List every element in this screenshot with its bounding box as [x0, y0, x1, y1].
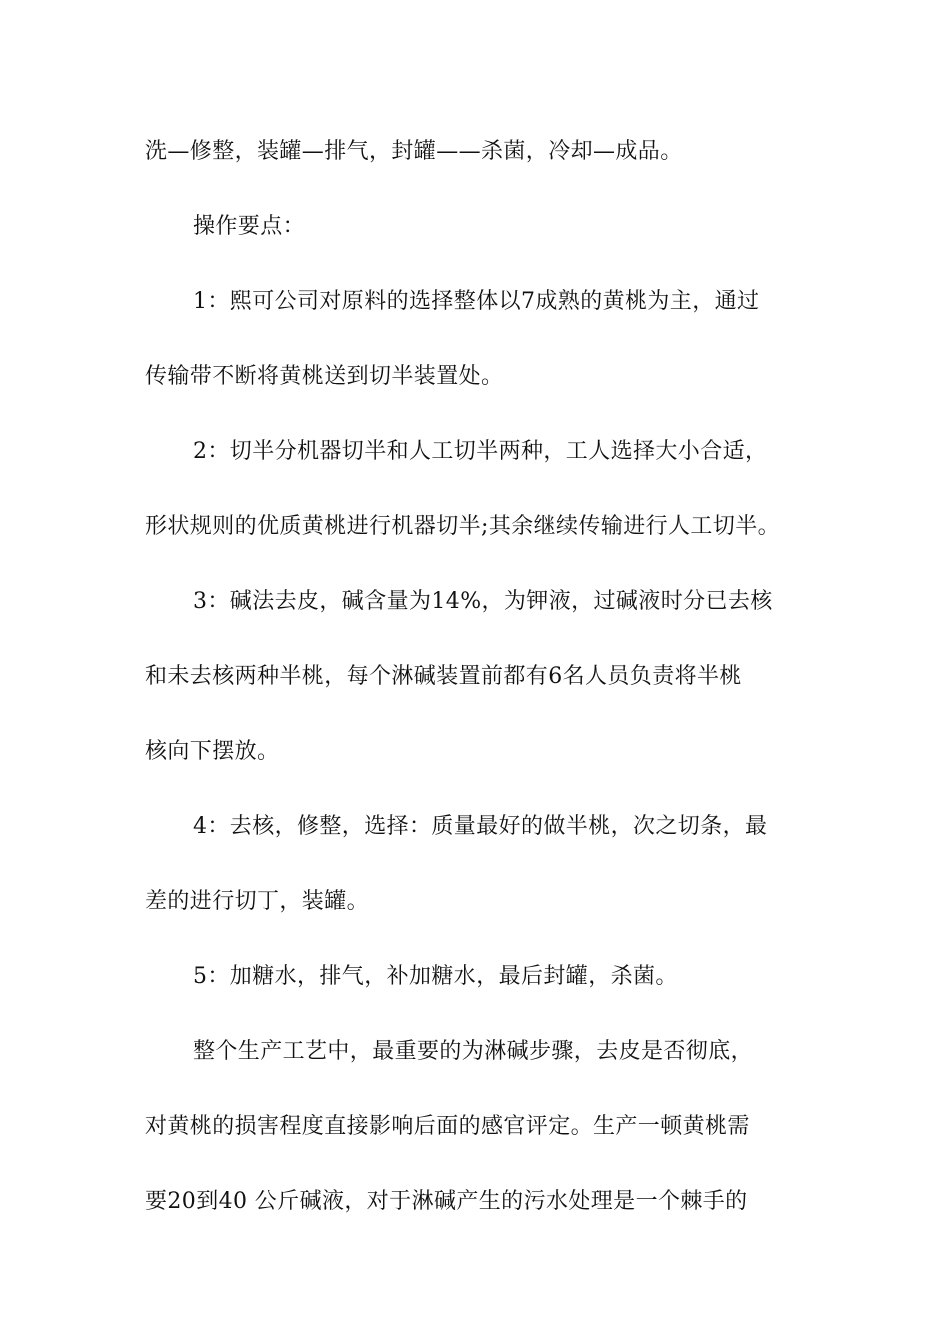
text-line: 要20到40 公斤碱液，对于淋碱产生的污水处理是一个棘手的	[145, 1189, 748, 1214]
text-line: 洗—修整，装罐—排气，封罐——杀菌，冷却—成品。	[145, 139, 683, 164]
section-heading: 操作要点：	[193, 214, 306, 239]
text-line: 对黄桃的损害程度直接影响后面的感官评定。生产一顿黄桃需	[145, 1114, 750, 1139]
text-line: 差的进行切丁，装罐。	[145, 889, 370, 914]
text-line: 2：切半分机器切半和人工切半两种，工人选择大小合适，	[193, 439, 768, 464]
text-line: 5：加糖水，排气，补加糖水，最后封罐，杀菌。	[193, 964, 678, 989]
text-line: 核向下摆放。	[145, 739, 280, 764]
text-line: 3：碱法去皮，碱含量为14%，为钾液，过碱液时分已去核	[193, 589, 773, 614]
text-line: 传输带不断将黄桃送到切半装置处。	[145, 364, 504, 389]
text-line: 4：去核，修整，选择：质量最好的做半桃，次之切条，最	[193, 814, 768, 839]
text-line: 形状规则的优质黄桃进行机器切半;其余继续传输进行人工切半。	[145, 514, 781, 539]
text-line: 整个生产工艺中，最重要的为淋碱步骤，去皮是否彻底，	[193, 1039, 754, 1064]
text-line: 1：熙可公司对原料的选择整体以7成熟的黄桃为主，通过	[193, 289, 760, 314]
text-line: 和未去核两种半桃，每个淋碱装置前都有6名人员负责将半桃	[145, 664, 742, 689]
